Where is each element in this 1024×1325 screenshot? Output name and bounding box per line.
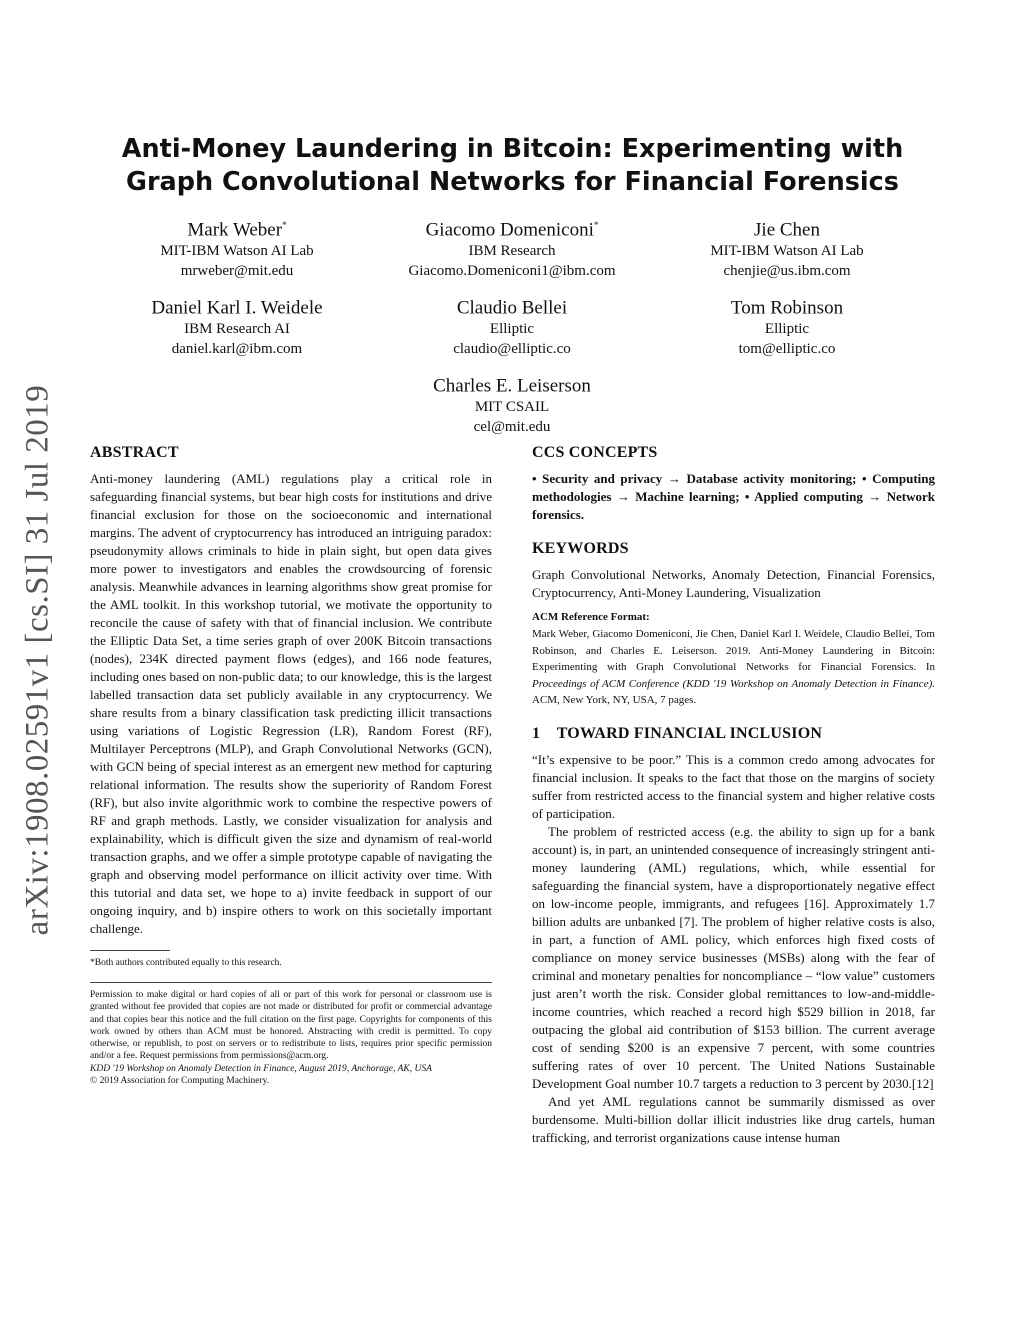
author-email: tom@elliptic.co [738,341,836,358]
author-block [87,214,387,281]
permission-text: Permission to make digital or hard copies of all or part of this work for personal or classroom use is granted without fee provided that copies are not made or distributed for profit or commercial advantage and that copies bear this notice and the full citation on the first page. Copyrights for components of this work owned by others than ACM must be honored. Abstracting with credit is permitted. To copy otherwise, or republish, to post on servers or to redistribute to lists, requires prior specific permission and/or a fee. Request permissions from permissions@acm.org. [90,990,492,1062]
arxiv-identifier [18,380,58,940]
section-1-paragraph: “It’s expensive to be poor.” This is a common credo among advocates for financial inclusion. It speaks to the fact that those on the margins of society suffer from restricted access to the financial system and higher relative costs of participation. [532,751,935,821]
section-1-paragraph: The problem of restricted access (e.g. the ability to sign up for a bank account) is, in part, an unintended consequence of increasingly stringent anti-money laundering (AML) regulations, which, while essential for safeguarding the financial system, have a disproportionately negative effect on low-income people, immigrants, and refugees [16]. Approximately 1.7 billion adults are unbanked [7]. The problem of higher relative costs is also, in part, a function of AML policy, which enforces high fixed costs of compliance on money service businesses (MSBs) along with the fear of criminal and monetary penalties for noncompliance – “low value” customers just aren’t worth the risk. Consider global remittances to low-and-middle-income countries, which reached a record high $529 billion in 2018, far outpacing the global aid contribution of $153 billion. The current average cost of sending $200 is an expensive 7 percent, with some countries suffering rates of over 10 percent. The United Nations Sustainable Development Goal number 10.7 targets a reduction to 3 percent by 2030.[12] [532,823,935,1091]
footnote: *Both authors contributed equally to this research. [90,958,282,968]
section-1-paragraph: And yet AML regulations cannot be summarily dismissed as over burdensome. Multi-billion dollar illicit industries like drug cartels, human trafficking, and terrorist organizations cause intense human [532,1093,935,1145]
footnote-divider [90,950,170,951]
author-email: mrweber@mit.edu [180,263,294,280]
author-block [637,214,937,281]
author-name: Claudio Bellei [456,297,568,319]
keywords-text: Graph Convolutional Networks, Anomaly Detection, Financial Forensics, Cryptocurrency, Anti-Money Laundering, Visualization [532,567,935,600]
author-affiliation: MIT-IBM Watson AI Lab [710,243,864,260]
equal-contribution-mark: * [593,220,599,230]
author-email: chenjie@us.ibm.com [723,263,851,280]
author-block [362,292,662,359]
equal-contribution-mark: * [282,220,287,230]
section-1-heading: 1 TOWARD FINANCIAL INCLUSION [532,724,823,742]
arxiv-id-text: arXiv:1908.02591v1 [cs.SI] 31 Jul 2019 [19,384,56,936]
right-column [532,444,935,1147]
paper-title: Anti-Money Laundering in Bitcoin: Experimenting with Graph Convolutional Networks for Financial Forensics [121,134,904,197]
ccs-concepts: • Security and privacy → Database activity monitoring; • Computing methodologies → Machine learning; • Applied computing → Network forensics. [532,471,935,522]
author-affiliation: Elliptic [764,321,810,338]
acm-reference-label: ACM Reference Format: [532,611,650,623]
author-email: claudio@elliptic.co [453,341,571,358]
author-email: Giacomo.Domeniconi1@ibm.com [408,263,616,280]
author-affiliation: MIT-IBM Watson AI Lab [160,243,314,260]
copyright-line: © 2019 Association for Computing Machinery. [90,1076,270,1087]
author-affiliation: MIT CSAIL [474,399,550,416]
left-column [90,444,492,1087]
ccs-heading: CCS CONCEPTS [532,444,658,461]
author-name: Tom Robinson [730,297,844,319]
abstract-heading: ABSTRACT [90,444,179,461]
author-affiliation: IBM Research AI [184,321,290,338]
author-block [362,370,662,437]
author-block [637,292,937,359]
keywords-heading: KEYWORDS [532,540,629,557]
venue-line: KDD '19 Workshop on Anomaly Detection in Finance, August 2019, Anchorage, AK, USA [90,1063,432,1074]
author-name: Daniel Karl I. Weidele [151,297,323,319]
permission-divider [90,982,492,983]
author-name: Giacomo Domeniconi* [425,219,599,241]
author-name: Mark Weber* [187,219,287,241]
abstract-text: Anti-money laundering (AML) regulations play a critical role in safeguarding financial systems, but bear high costs for institutions and drive financial exclusion for those on the socioeconomic and international margins. The advent of cryptocurrency has introduced an intriguing paradox: pseudonymity allows criminals to hide in plain sight, but open data gives more power to investigators and enables the crowdsourcing of forensic analysis. Meanwhile advances in learning algorithms show great promise for the AML toolkit. In this workshop tutorial, we motivate the opportunity to reconcile the cause of safety with that of financial inclusion. We contribute the Elliptic Data Set, a time series graph of over 200K Bitcoin transactions (nodes), 234K directed payment flows (edges), and 166 node features, including ones based on non-public data; to our knowledge, this is the largest labelled transaction data set publicly available in any cryptocurrency. We share results from a binary classification task predicting illicit transactions using variations of Logistic Regression (LR), Random Forest (RF), Multilayer Perceptrons (MLP), and Graph Convolutional Networks (GCN), with GCN being of special interest as an emergent new method for capturing relational information. The results show the superiority of Random Forest (RF), but also invite algorithmic work to combine the respective powers of RF and graph methods. Lastly, we consider visualization for analysis and explainability, which is difficult given the size and dynamism of real-world transaction graphs, and we offer a simple prototype capable of navigating the graph and observing model performance on illicit activity over time. With this tutorial and data set, we hope to a) invite feedback in support of our ongoing inquiry, and b) inspire others to work on this societally important challenge. [90,471,492,936]
author-block [87,292,387,359]
author-affiliation: Elliptic [489,321,535,338]
acm-reference-text: Mark Weber, Giacomo Domeniconi, Jie Chen, Daniel Karl I. Weidele, Claudio Bellei, Tom Robinson, and Charles E. Leiserson. 2019. Anti-Money Laundering in Bitcoin: Experimenting with Graph Convolutional Networks for Financial Forensics. In Proceedings of ACM Conference (KDD '19 Workshop on Anomaly Detection in Finance). ACM, New York, NY, USA, 7 pages. [532,628,935,706]
author-email: cel@mit.edu [473,419,551,436]
author-affiliation: IBM Research [468,243,556,260]
author-name: Charles E. Leiserson [433,375,591,397]
author-name: Jie Chen [754,219,820,241]
permission-notice [90,989,492,1087]
author-block [362,214,662,281]
author-email: daniel.karl@ibm.com [171,341,303,358]
